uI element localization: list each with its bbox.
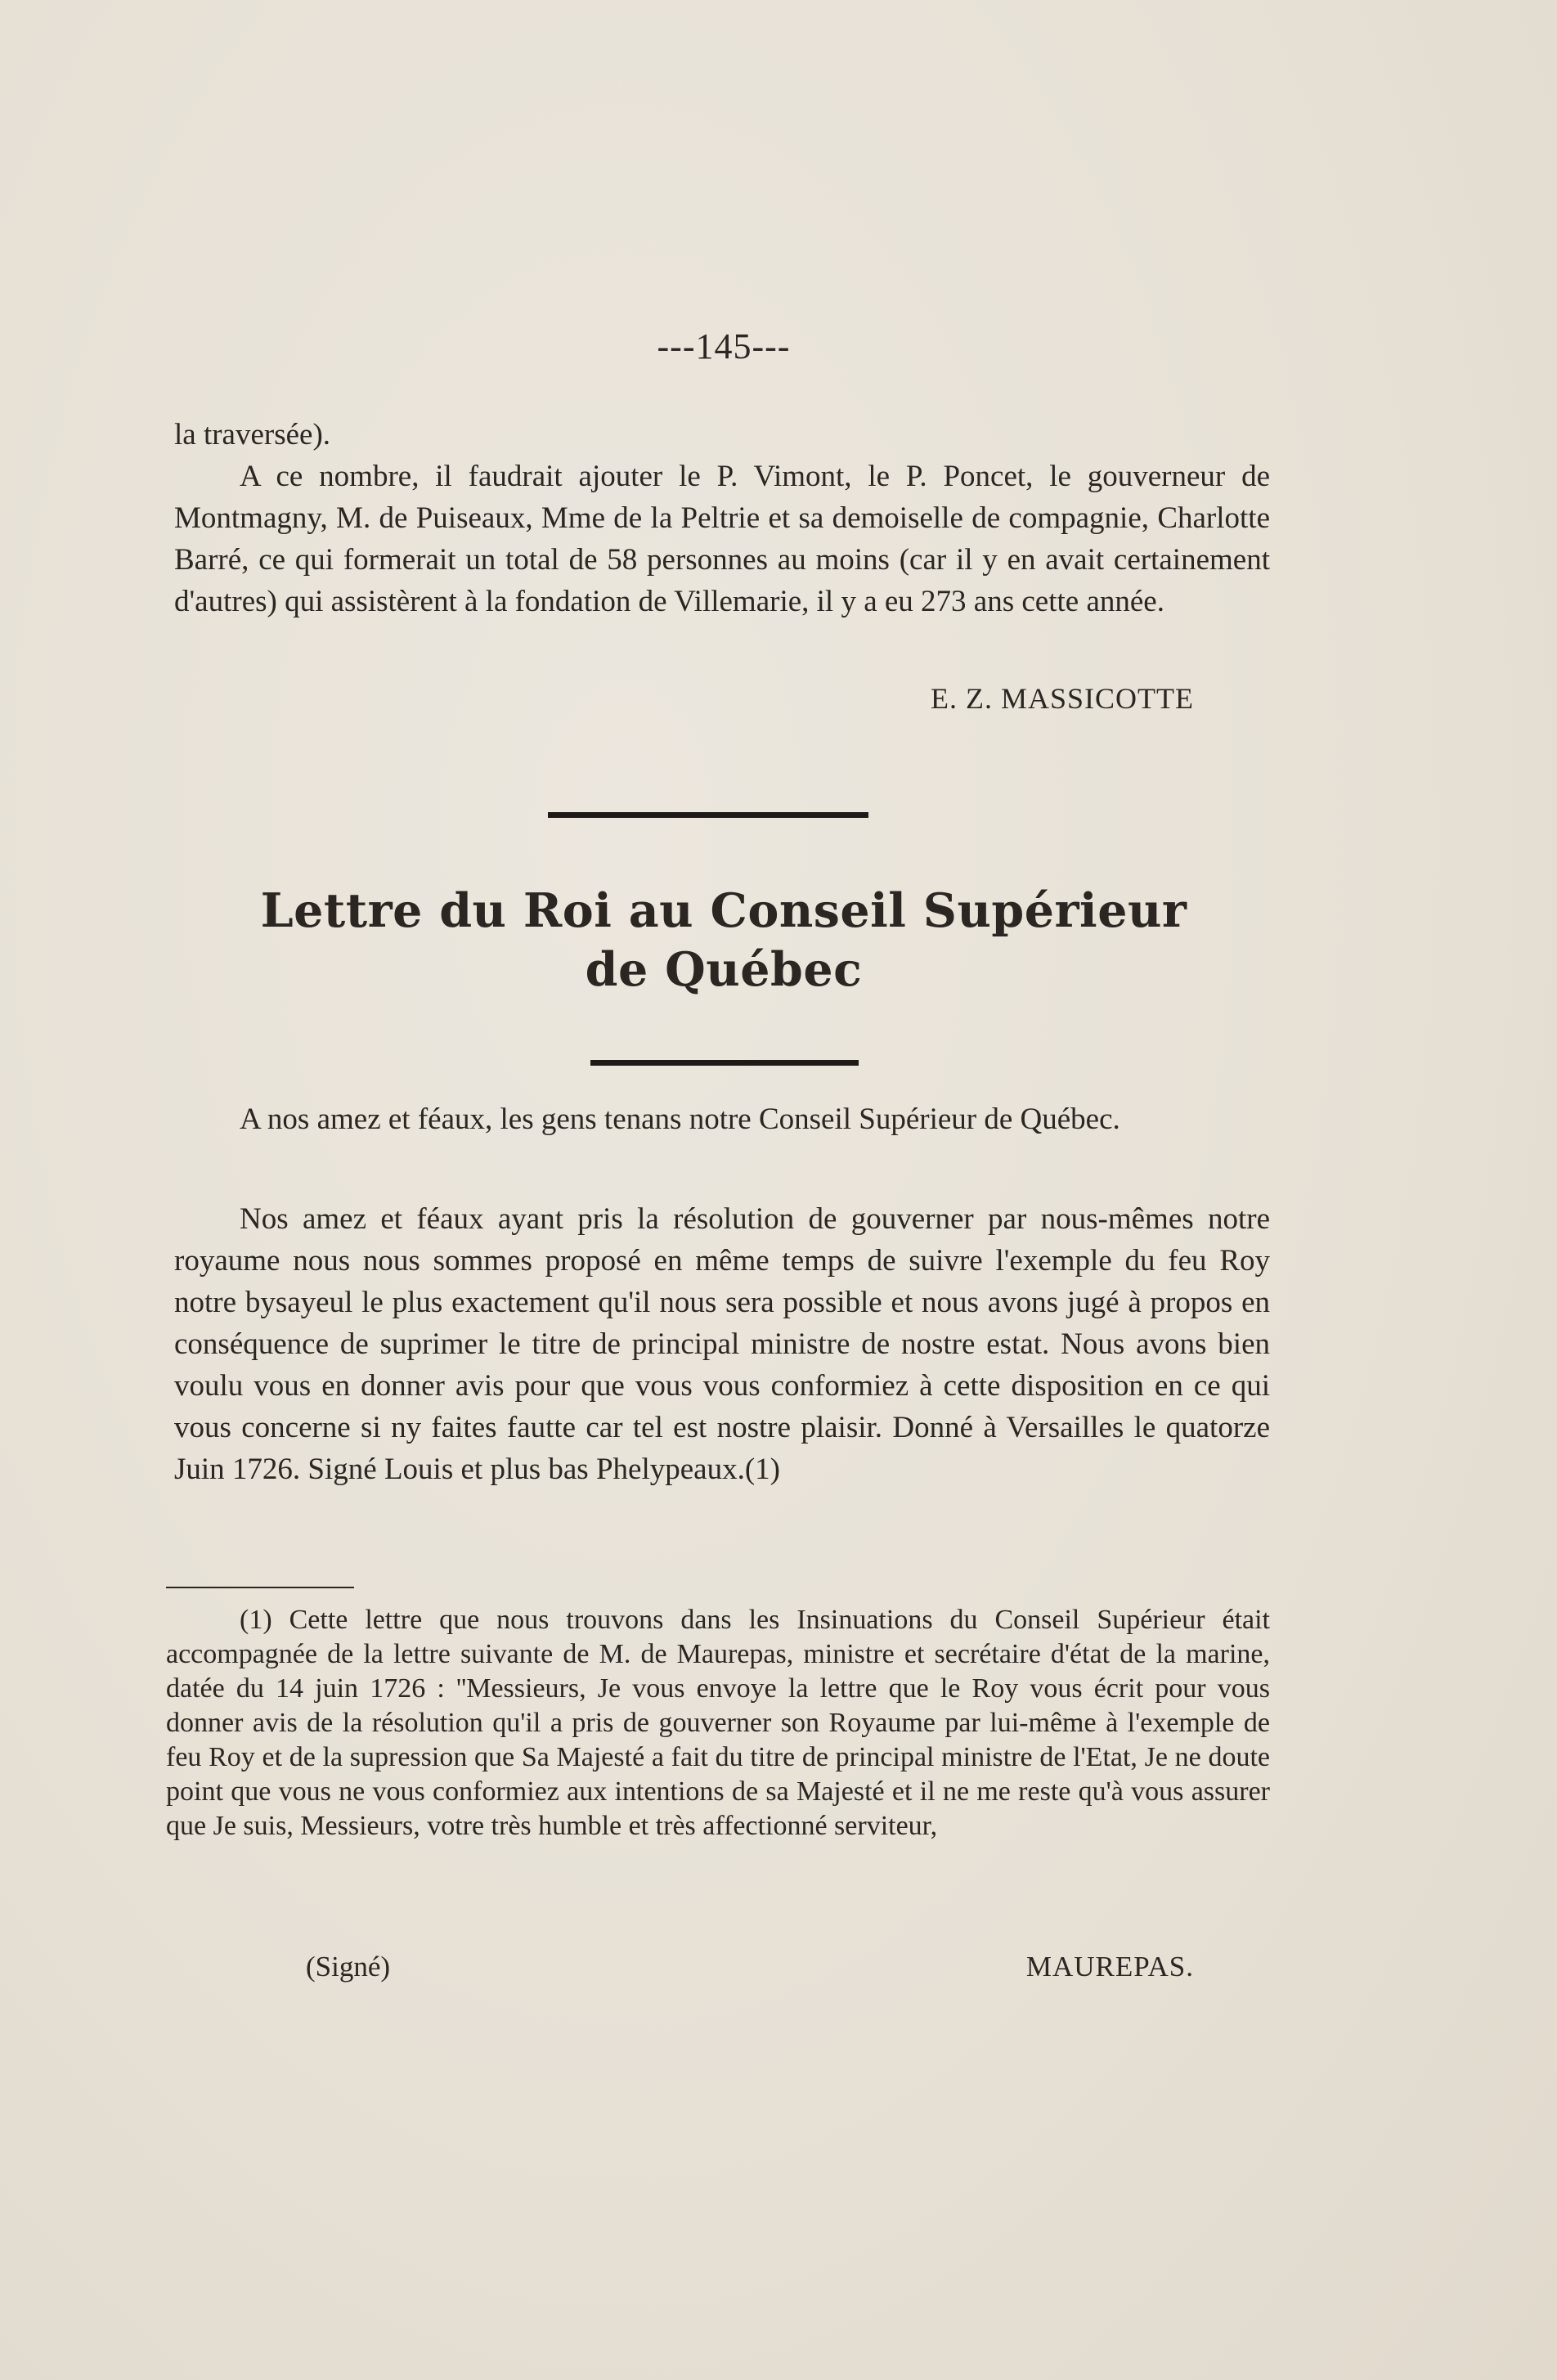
letter-salutation-block: [174, 1098, 1270, 1140]
article-title: [0, 882, 1447, 999]
footnote-separator: [166, 1587, 354, 1588]
page-number: ---145---: [657, 326, 791, 366]
footnote-signed-name: MAUREPAS.: [1025, 1951, 1194, 1983]
intro-section: [174, 414, 1270, 622]
section-divider-top: [548, 812, 868, 818]
intro-paragraph: A ce nombre, il faudrait ajouter le P. Vimont, le P. Poncet, le gouverneur de Montmagny, M. de Puiseaux, Mme de la Peltrie et sa demoiselle de compagnie, Charlotte Barré, ce qui formerait un total de 58 personnes au moins (car il y en avait certainement d'autres) qui assistèrent à la fondation de Villemarie, il y a eu 273 ans cette année.: [174, 460, 1270, 618]
footnote-signed-label: (Signé): [306, 1951, 391, 1983]
article-title-line-2: de Québec: [585, 942, 863, 997]
intro-first-line: la traversée).: [174, 418, 331, 451]
letter-body-block: [174, 1198, 1270, 1490]
letter-body: Nos amez et féaux ayant pris la résolution de gouverner par nous-mêmes notre royaume nous nous sommes proposé en même temps de suivre l'exemple du feu Roy notre bysayeul le plus exactement qu'il nous sera possible et nous avons jugé à propos en conséquence de suprimer le titre de principal ministre de nostre estat. Nous avons bien voulu vous en donner avis pour que vous vous conformiez à cette disposition en ce qui vous concerne si ny faites fautte car tel est nostre plaisir. Donné à Versailles le quatorze Juin 1726. Signé Louis et plus bas Phelypeaux.(1): [174, 1202, 1270, 1486]
author-signature: E. Z. MASSICOTTE: [931, 682, 1194, 715]
footnote-text: (1) Cette lettre que nous trouvons dans les Insinuations du Conseil Supérieur était accompagnée de la lettre suivante de M. de Maurepas, ministre et secrétaire d'état de la marine, datée du 14 juin 1726 : ''Messieurs, Je vous envoye la lettre que le Roy vous écrit pour vous donner avis de la résolution qu'il a pris de gouverner son Royaume par lui-même à l'exemple de feu Roy et de la supression que Sa Majesté a fait du titre de principal ministre de l'Etat, Je ne doute point que vous ne vous conformiez aux intentions de sa Majesté et il ne me reste qu'à vous assurer que Je suis, Messieurs, votre très humble et très affectionné serviteur,: [166, 1605, 1270, 1841]
letter-salutation: A nos amez et féaux, les gens tenans notre Conseil Supérieur de Québec.: [240, 1102, 1120, 1136]
section-divider-bottom: [590, 1060, 859, 1066]
footnote: [166, 1603, 1270, 1843]
article-title-line-1: Lettre du Roi au Conseil Supérieur: [260, 883, 1187, 938]
